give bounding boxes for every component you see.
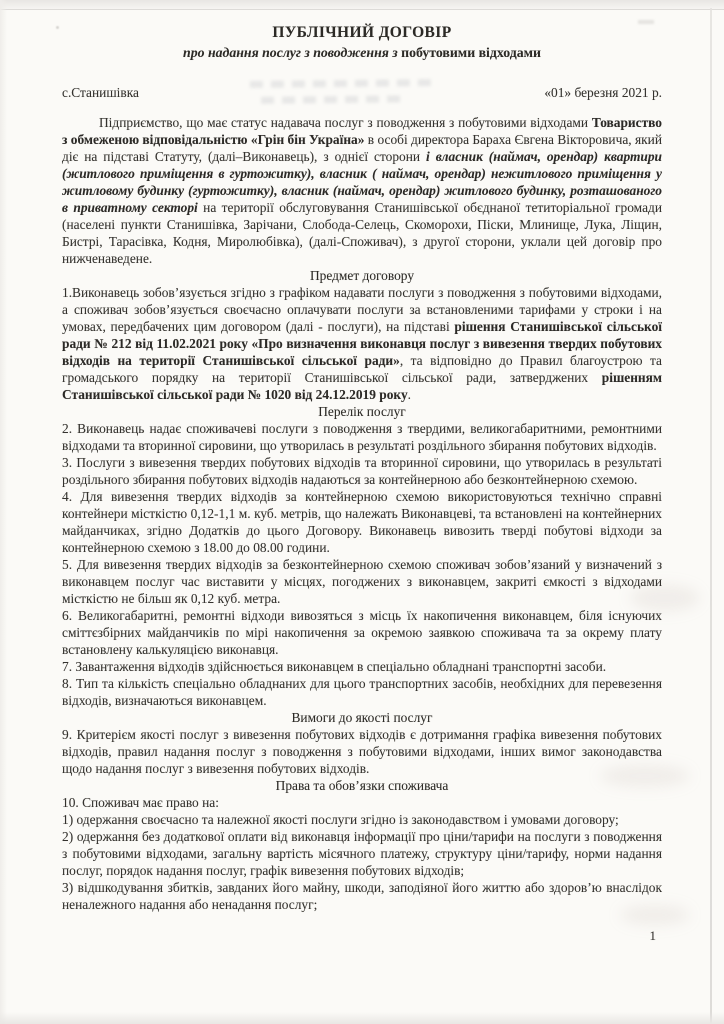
text-run: 1) одержання своєчасно та належної якості послуги згідно із законодавством і умовами договору; — [62, 812, 619, 827]
section-heading — [62, 267, 662, 284]
text-run: 10. Споживач має право на: — [62, 795, 219, 810]
scan-edge-top — [0, 0, 724, 10]
text-run: 5. Для вивезення твердих відходів за безконтейнерною схемою споживач зобов’язаний у визначений з виконавцем послуг час виставити у місцях, погоджених з виконавцем, закриті ємкості з відходами місткістю не більш як 0,12 куб. метра. — [62, 557, 662, 606]
text-run: 1.Виконавець зобов’язується згідно з графіком надавати послуги з поводження з побутовими відходами, а споживач зобов’язується своєчасно оплачувати послуги за встановленими тарифами у строки і на умовах, передбачених цим договором (далі - послуги), на підставі — [62, 285, 662, 334]
paragraph — [62, 607, 662, 658]
scan-edge-right — [710, 8, 712, 1024]
text-run: 7. Завантаження відходів здійснюється виконавцем в спеціально обладнані транспортні засоби. — [62, 659, 607, 674]
text-run: Товариство з обмеженою відповідальністю «Грін бін Україна» — [62, 115, 662, 147]
document-title: ПУБЛІЧНИЙ ДОГОВІР — [272, 24, 452, 41]
paragraph — [62, 726, 662, 777]
text-run: Права та обов’язки споживача — [275, 778, 449, 793]
paragraph — [62, 828, 662, 879]
section-heading — [62, 777, 662, 794]
paragraph — [62, 658, 662, 675]
text-run: Вимоги до якості послуг — [291, 710, 433, 725]
page-number: 1 — [649, 928, 656, 943]
paragraph — [62, 420, 662, 454]
document-subtitle — [62, 44, 662, 62]
paragraph — [62, 794, 662, 811]
text-run: 2. Виконавець надає споживачеві послуги з поводження з твердими, великогабаритними, ремонтними відходами та вторинної сировини, що утворилась в результаті роздільного збирання побутових відходів. — [62, 421, 662, 453]
subtitle-bold-part: побутовими відходами — [401, 45, 541, 60]
scan-edge-bottom — [0, 1012, 724, 1024]
text-run: в особі директора Бараха Євгена Вікторовича, який діє на підставі Статуту, (далі–Виконавець), з однієї сторони — [62, 132, 662, 164]
text-run: Перелік послуг — [318, 404, 406, 419]
paragraph — [62, 488, 662, 556]
text-run: 3) відшкодування збитків, завданих його майну, шкоди, заподіяної його життю або здоров’ю внаслідок неналежного надання або ненадання послуг; — [62, 880, 662, 912]
place-label: с.Станишівка — [62, 85, 139, 100]
document-body — [62, 114, 662, 913]
paragraph — [62, 454, 662, 488]
paragraph — [62, 675, 662, 709]
text-run: і власник (наймач, орендар) квартири (житлового приміщення в гуртожитку), власник ( наймач, орендар) нежитлового приміщення у житловому будинку (гуртожитку), власник (наймач, орендар) житлового будинку, розташованого в приватному секторі — [62, 149, 662, 215]
text-run: 9. Критерієм якості послуг з вивезення побутових відходів є дотримання графіка вивезення побутових відходів, правил надання послуг з поводження з побутовими відходами, інших вимог законодавства щодо надання послуг з вивезення побутових відходів. — [62, 727, 662, 776]
text-run: 2) одержання без додаткової оплати від виконавця інформації про ціни/тарифи на послуги з поводження з побутовими відходами, загальну вартість місячного платежу, структуру ціни/тарифу, норми надання послуг, порядок надання послуг, графік вивезення побутових відходів; — [62, 829, 662, 878]
paragraph — [62, 879, 662, 913]
scan-edge-left — [0, 0, 7, 1024]
section-heading — [62, 709, 662, 726]
section-heading — [62, 403, 662, 420]
text-run: рішенням Станишівської сільської ради № 1020 від 24.12.2019 року — [62, 370, 662, 402]
text-run: 4. Для вивезення твердих відходів за контейнерною схемою використовуються технічно справні контейнери місткістю 0,12-1,1 м. куб. метрів, що належать Виконавцеві, та встановлені на контейнерних майданчиках, згідно Додатків до цього Договору. Виконавець вивозить тверді побутові відходи за контейнерною схемою з 18.00 до 08.00 години. — [62, 489, 662, 555]
paragraph — [62, 811, 662, 828]
paragraph — [62, 556, 662, 607]
scan-speck — [56, 26, 59, 29]
text-run: . — [407, 387, 412, 402]
text-run: 8. Тип та кількість спеціально обладнаних для цього транспортних засобів, необхідних для перевезення відходів, визначаються виконавцем. — [62, 676, 662, 708]
document-content — [62, 23, 662, 944]
paragraph — [62, 284, 662, 403]
text-run: на території обслуговування Станишівської обєднаної тетиторіальної громади (населені пункти Станишівка, Зарічани, Слобода-Селець, Скоморохи, Піски, Млинище, Лука, Ліщин, Бистрі, Тарасівка, Кодня, Миролюбівка), (далі-Споживач), з другої сторони, уклали цей договір про нижченаведене. — [62, 200, 662, 266]
text-run: 3. Послуги з вивезення твердих побутових відходів та вторинної сировини, що утворилась в результаті роздільного збирання побутових відходів надаються за контейнерною або безконтейнерною схемою. — [62, 455, 662, 487]
text-run: 6. Великогабаритні, ремонтні відходи вивозяться з місць їх накопичення виконавцем, біля існуючих сміттєзбірних майданчиків по мірі накопичення за окремою заявкою споживача та за окрему плату встановлену калькуляцією виконавця. — [62, 608, 662, 657]
text-run: , та відповідно до Правил благоустрою та громадського порядку на території Станишівської сільської ради, затверджених — [62, 353, 662, 385]
text-run: Предмет договору — [309, 268, 415, 283]
text-run: рішення Станишівської сільської ради № 212 від 11.02.2021 року «Про визначення виконавця послуг з вивезення твердих побутових відходів на території Станишівської сільської ради» — [62, 319, 662, 368]
date-label: «01» березня 2021 р. — [544, 85, 662, 100]
text-run: Підприємство, що має статус надавача послуг з поводження з побутовими відходами — [99, 115, 592, 130]
subtitle-italic-part: про надання послуг з поводження з — [183, 45, 402, 60]
place-date-row — [62, 84, 662, 101]
paragraph — [62, 114, 662, 267]
